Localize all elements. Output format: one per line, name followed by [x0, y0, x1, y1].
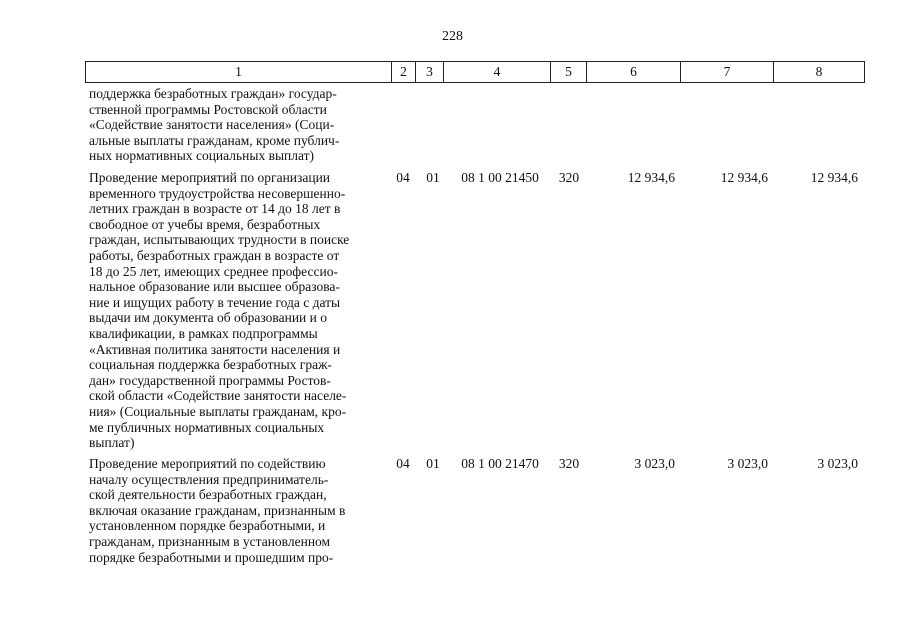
row-2-col-6: 3 023,0	[634, 456, 675, 471]
row-2-col-3: 01	[426, 456, 440, 471]
row-2-col-7: 3 023,0	[727, 456, 768, 471]
header-col-8: 8	[773, 62, 864, 82]
page-number: 228	[442, 29, 463, 44]
row-1-col-8: 12 934,6	[810, 170, 858, 185]
row-1-col-2: 04	[396, 170, 410, 185]
row-1-col-6: 12 934,6	[627, 170, 675, 185]
row-2-col-5: 320	[558, 456, 580, 471]
row-1-description: Проведение мероприятий по организации временного трудоустройства несовершенно- летних граждан в возрасте от 14 до 18 лет в свободное от учебы время, безработных граждан, испытывающих трудности в поиске работы, безработных граждан в возрасте от 18 до 25 лет, имеющих среднее профессио- нальное образование или высшее образова- ние и ищущих работу в течение года с даты выдачи им документа об образовании и о квалификации, в рамках подпрограммы «Активная политика занятости населения и социальная поддержка безработных граж- дан» государственной программы Ростов- ской области «Содействие занятости населе- ния» (Социальные выплаты гражданам, кро- ме публичных нормативных социальных выплат)	[89, 170, 350, 451]
header-col-5: 5	[550, 62, 586, 82]
header-col-2: 2	[391, 62, 415, 82]
continuation-description: поддержка безработных граждан» государ- ственной программы Ростовской области «Содействие занятости населения» (Соци- альные выплаты гражданам, кроме публич- ных нормативных социальных выплат)	[89, 86, 340, 164]
row-2-col-4: 08 1 00 21470	[461, 456, 539, 471]
row-2-col-2: 04	[396, 456, 410, 471]
header-col-1: 1	[235, 64, 242, 79]
row-2-col-8: 3 023,0	[817, 456, 858, 471]
table-header-row	[85, 61, 865, 83]
row-1-col-7: 12 934,6	[720, 170, 768, 185]
row-1-col-3: 01	[426, 170, 440, 185]
header-col-6: 6	[586, 62, 680, 82]
header-col-7: 7	[680, 62, 773, 82]
header-col-3: 3	[415, 62, 443, 82]
header-col-4: 4	[443, 62, 550, 82]
row-1-col-5: 320	[558, 170, 580, 185]
row-2-description: Проведение мероприятий по содействию началу осуществления предприниматель- ской деятельности безработных граждан, включая оказание гражданам, признанным в установленном порядке безработными, и гражданам, признанным в установленном порядке безработными и прошедшим про-	[89, 456, 346, 565]
row-1-col-4: 08 1 00 21450	[461, 170, 539, 185]
